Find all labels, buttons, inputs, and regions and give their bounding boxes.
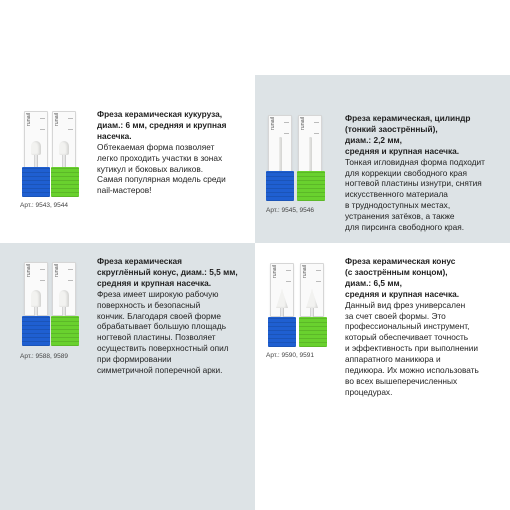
bit-shank — [34, 153, 38, 167]
bit-shank — [34, 306, 38, 316]
product-title: Фреза керамическая кукуруза, диам.: 6 мм, средняя и крупная насечка. — [97, 109, 227, 141]
bit-shank — [62, 153, 66, 167]
blue-holder — [22, 316, 50, 346]
brand-logo: runail — [54, 112, 60, 126]
brand-logo: runail — [272, 264, 278, 278]
product-description: Фреза имеет широкую рабочую поверхность и безопасный кончик. Благодаря своей форме обрабатывает большую площадь ногтевой пластины. Позволяет осуществить поверхностный опил при формировании симметричной поперечной арки. — [97, 288, 229, 376]
brand-logo: runail — [26, 263, 32, 277]
box-label — [40, 118, 45, 130]
brand-logo: runail — [54, 263, 60, 277]
article-number: Арт.: 9588, 9589 — [20, 353, 69, 360]
product-image-1 — [22, 111, 82, 201]
product-image-3 — [22, 262, 82, 346]
box-label — [68, 118, 73, 130]
brand-logo: runail — [302, 264, 308, 278]
bit-shank — [280, 307, 284, 317]
product-description: Данный вид фрез универсален за счет своей формы. Это профессиональный инструмент, который обеспечивает точность и эффективность при выполнении аппаратного маникюра и педикюра. Их можно использовать во всех вышеперечисленных процедурах. — [345, 299, 479, 397]
green-holder — [51, 167, 79, 197]
ceramic-bit — [59, 141, 69, 155]
ceramic-bit — [59, 290, 69, 307]
brand-logo: runail — [300, 116, 306, 130]
product-title: Фреза керамическая конус (с заострённым концом), диам.: 6,5 мм, средняя и крупная насечка. — [345, 256, 460, 299]
green-holder — [51, 316, 79, 346]
box-label — [284, 122, 289, 134]
product-title: Фреза керамическая скруглённый конус, диам.: 5,5 мм, средняя и крупная насечка. — [97, 256, 238, 288]
blue-holder — [268, 317, 296, 347]
ceramic-bit — [279, 137, 282, 171]
box-label — [316, 270, 321, 282]
product-title: Фреза керамическая, цилиндр (тонкий заострённый), диам.: 2,2 мм, средняя и крупная насечка. — [345, 113, 471, 156]
ceramic-bit — [309, 137, 312, 171]
product-description: Обтекаемая форма позволяет легко проходить участки в зонах кутикул и боковых валиков. Самая популярная модель среди nail-мастеров! — [97, 141, 226, 196]
product-image-4 — [268, 263, 332, 347]
product-image-2 — [266, 115, 330, 203]
box-label — [68, 269, 73, 281]
box-label — [286, 270, 291, 282]
brand-logo: runail — [26, 112, 32, 126]
brand-logo: runail — [270, 116, 276, 130]
blue-holder — [266, 171, 294, 201]
article-number: Арт.: 9545, 9546 — [266, 207, 315, 214]
bit-shank — [310, 307, 314, 317]
box-label — [40, 269, 45, 281]
article-number: Арт.: 9590, 9591 — [266, 352, 315, 359]
green-holder — [297, 171, 325, 201]
product-description: Тонкая игловидная форма подходит для коррекции свободного края ногтевой пластины изнутри, снятия искусственного материала в труднодоступных местах, устранения затёков, а также для пирсинга свободного края. — [345, 156, 485, 233]
blue-holder — [22, 167, 50, 197]
green-holder — [299, 317, 327, 347]
article-number: Арт.: 9543, 9544 — [20, 202, 69, 209]
ceramic-bit — [31, 290, 41, 307]
box-label — [314, 122, 319, 134]
bit-shank — [62, 306, 66, 316]
ceramic-bit — [31, 141, 41, 155]
